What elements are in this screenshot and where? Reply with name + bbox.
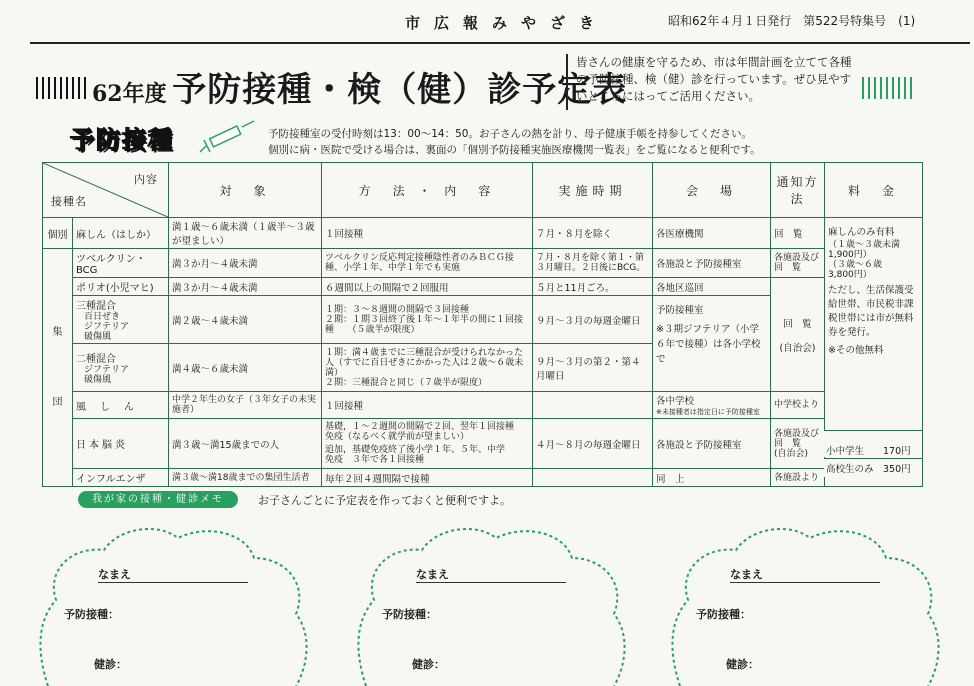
method-je: [322, 419, 533, 469]
schedule-table: [42, 162, 923, 487]
notice-dpt-1: 回 覧: [783, 318, 812, 330]
period-polio: ５月と11月ごろ。: [533, 278, 653, 296]
table-row: [43, 249, 923, 278]
method-dt: [322, 344, 533, 392]
corner-name-label: 接種名: [51, 195, 87, 208]
fee-flu: 高校生のみ 350円: [824, 458, 922, 477]
name-measles: 麻しん（はしか）: [73, 218, 169, 249]
name-dt-2: ジフテリア: [84, 365, 130, 375]
venue-je: 各施設と予防接種室: [653, 419, 771, 469]
venue-flu: 同 上: [653, 469, 771, 487]
memo-note: お子さんごとに予定表を作っておくと便利ですよ。: [258, 494, 511, 507]
target-je: 満３歳〜満15歳までの人: [169, 419, 322, 469]
memo-label: 我が家の接種・健診メモ: [78, 491, 238, 508]
name-dt-1: 二種混合: [76, 354, 116, 365]
notice-dpt: [771, 278, 825, 392]
venue-dpt: [653, 296, 771, 392]
notice-je-1: 各施設及び回 覧: [774, 428, 820, 449]
method-dt-2: ２期：三種混合と同じ（７歳半が限度）: [325, 377, 488, 388]
method-dpt-2: ２期：１期３回終了後１年〜１年半の間に１回接種 （５歳半が限度）: [325, 314, 524, 335]
corner-content-label: 内容: [134, 173, 158, 186]
memo-checkup-label: 健診：: [412, 658, 445, 671]
name-rubella: 風 し ん: [73, 392, 169, 419]
syringe-icon: [198, 118, 258, 158]
name-dt-3: 破傷風: [84, 375, 112, 385]
method-bcg: ツベルクリン反応判定接種陰性者のみＢＣＧ接種、小学１年、中学１年でも実施: [322, 249, 533, 278]
right-tick-decoration: [862, 77, 914, 99]
notice-je-2: (自治会): [774, 448, 809, 459]
fee-je: 小中学生 170円: [824, 430, 922, 457]
method-measles: １回接種: [322, 218, 533, 249]
header-notice: 通知方法: [771, 163, 825, 218]
memo-cloud: [346, 510, 636, 686]
method-dpt-1: １期：３〜８週間の間隔で３回接種: [325, 304, 470, 315]
period-rubella: [533, 392, 653, 419]
name-polio: ポリオ(小児マヒ): [73, 278, 169, 296]
group-collective: [43, 249, 73, 487]
target-bcg: 満３か月〜４歳未満: [169, 249, 322, 278]
venue-rubella: [653, 392, 771, 419]
venue-rubella-note: ※未接種者は指定日に予防接種室: [656, 408, 760, 416]
memo-cloud: [660, 510, 950, 686]
memo-name-label: なまえ: [416, 568, 449, 581]
header-method: 方 法 ・ 内 容: [322, 163, 533, 218]
name-bcg: ツベルクリン・BCG: [73, 249, 169, 278]
table-row: [43, 419, 923, 469]
header-venue: 会 場: [653, 163, 771, 218]
target-polio: 満３か月〜４歳未満: [169, 278, 322, 296]
memo-name-label: なまえ: [730, 568, 763, 581]
venue-bcg: 各施設と予防接種室: [653, 249, 771, 278]
cloud-outline-icon: [660, 510, 950, 686]
venue-polio: 各地区巡回: [653, 278, 771, 296]
memo-checkup-label: 健診：: [726, 658, 759, 671]
memo-vaccine-label: 予防接種：: [696, 608, 751, 621]
period-je: ４月〜８月の毎週金曜日: [533, 419, 653, 469]
method-je-2-sub: 免疫 ３年で各１回接種: [325, 455, 425, 465]
name-je: 日本脳炎: [73, 419, 169, 469]
cloud-outline-icon: [28, 510, 318, 686]
memo-checkup-label: 健診：: [94, 658, 127, 671]
memo-name-line: [730, 582, 880, 583]
method-polio: ６週間以上の間隔で２回服用: [322, 278, 533, 296]
masthead: 市広報みやざき: [405, 14, 609, 32]
header-period: 実施時期: [533, 163, 653, 218]
target-flu: 満３歳〜満18歳までの集団生活者: [169, 469, 322, 487]
notice-rubella: 中学校より: [771, 392, 825, 419]
notice-bcg: 各施設及び回 覧: [771, 249, 825, 278]
name-dpt-1: 三種混合: [76, 301, 116, 312]
title-year: 62年度: [92, 81, 167, 107]
fee-line5: ※その他無料: [828, 345, 884, 356]
method-flu: 毎年２回４週間隔で接種: [322, 469, 533, 487]
venue-measles: 各医療機関: [653, 218, 771, 249]
title-main: 予防接種・検（健）診予定表: [172, 70, 628, 110]
memo-name-label: なまえ: [98, 568, 131, 581]
period-dpt: ９月〜３月の毎週金曜日: [533, 296, 653, 344]
fee-line3: （３歳〜６歳 3,800円）: [828, 260, 901, 280]
table-corner-cell: [43, 163, 169, 218]
period-flu: [533, 469, 653, 487]
method-je-1: 基礎，１〜２週間の間隔で２回、翌年１回接種: [325, 422, 515, 432]
period-measles: ７月・８月を除く: [533, 218, 653, 249]
notice-measles: 回 覧: [771, 218, 825, 249]
group-collective-top: 集: [52, 326, 63, 338]
memo-name-line: [98, 582, 248, 583]
venue-dpt-main: 予防接種室: [656, 305, 704, 316]
name-dpt-2: 百日ぜき: [84, 312, 121, 322]
header-fee: 料 金: [825, 163, 923, 218]
intro-text: 皆さんの健康を守るため、市は年間計画を立てて各種の予防接種、検（健）診を行っています。ぜひ見やすいところにはってご活用ください。: [566, 54, 854, 110]
table-row: [43, 469, 923, 487]
notice-je: [771, 419, 825, 469]
table-row: [43, 278, 923, 296]
memo-vaccine-label: 予防接種：: [382, 608, 437, 621]
issue-info: 昭和62年４月１日発行 第522号特集号 (1): [668, 14, 916, 28]
venue-dpt-note: ※３期ジフテリア（小学６年で接種）は各小学校で: [656, 324, 761, 365]
method-dt-1: １期：満４歳までに三種混合が受けられなかった人（すでに百日ぜきにかかった人は２歳〜６歳未満）: [325, 347, 524, 378]
fee-line2: （１歳〜３歳未満 1,900円）: [828, 240, 901, 260]
target-dpt: 満２歳〜４歳未満: [169, 296, 322, 344]
fee-line4: ただし、生活保護受給世帯、市民税非課税世帯には市が無料券を発行。: [828, 285, 914, 338]
note-clinics: 個別に病・医院で受ける場合は、裏面の「個別予防接種実施医療機関一覧表」をご覧になると便利です。: [268, 144, 761, 156]
target-measles: 満１歳〜６歳未満（１歳半〜３歳が望ましい）: [169, 218, 322, 249]
memo-vaccine-label: 予防接種：: [64, 608, 119, 621]
table-row: [43, 218, 923, 249]
method-dpt: [322, 296, 533, 344]
name-dpt: [73, 296, 169, 344]
page-title: [92, 62, 627, 111]
period-dt: ９月〜３月の第２・第４月曜日: [533, 344, 653, 392]
method-je-1-sub: 免疫（なるべく就学前が望ましい）: [325, 432, 470, 442]
header-rule: [30, 42, 970, 44]
venue-rubella-main: 各中学校: [656, 396, 695, 407]
target-rubella: 中学２年生の女子（３年女子の未実施者）: [169, 392, 322, 419]
period-bcg: ７月・８月を除く第１・第３月曜日。２日後にBCG。: [533, 249, 653, 278]
method-rubella: １回接種: [322, 392, 533, 419]
target-dt: 満４歳〜６歳未満: [169, 344, 322, 392]
cloud-outline-icon: [346, 510, 636, 686]
method-je-2: 追加，基礎免疫終了後小学１年、５年、中学: [325, 445, 506, 455]
memo-cloud: [28, 510, 318, 686]
name-dt: [73, 344, 169, 392]
notice-dpt-2: (自治会): [779, 342, 816, 354]
memo-name-line: [416, 582, 566, 583]
group-collective-bottom: 団: [52, 396, 63, 408]
group-individual: 個別: [43, 218, 73, 249]
header-target: 対 象: [169, 163, 322, 218]
notice-flu: 各施設より: [771, 469, 825, 487]
name-dpt-4: 破傷風: [84, 332, 112, 342]
note-reception: 予防接種室の受付時刻は13：00〜14：50。お子さんの熱を計り、母子健康手帳を持参してください。: [268, 128, 752, 140]
section-title: 予防接種: [70, 125, 174, 154]
table-row: [43, 392, 923, 419]
left-tick-decoration: [36, 77, 88, 99]
name-dpt-3: ジフテリア: [84, 322, 130, 332]
fee-line1: 麻しんのみ有料: [828, 227, 895, 238]
name-flu: インフルエンザ: [73, 469, 169, 487]
